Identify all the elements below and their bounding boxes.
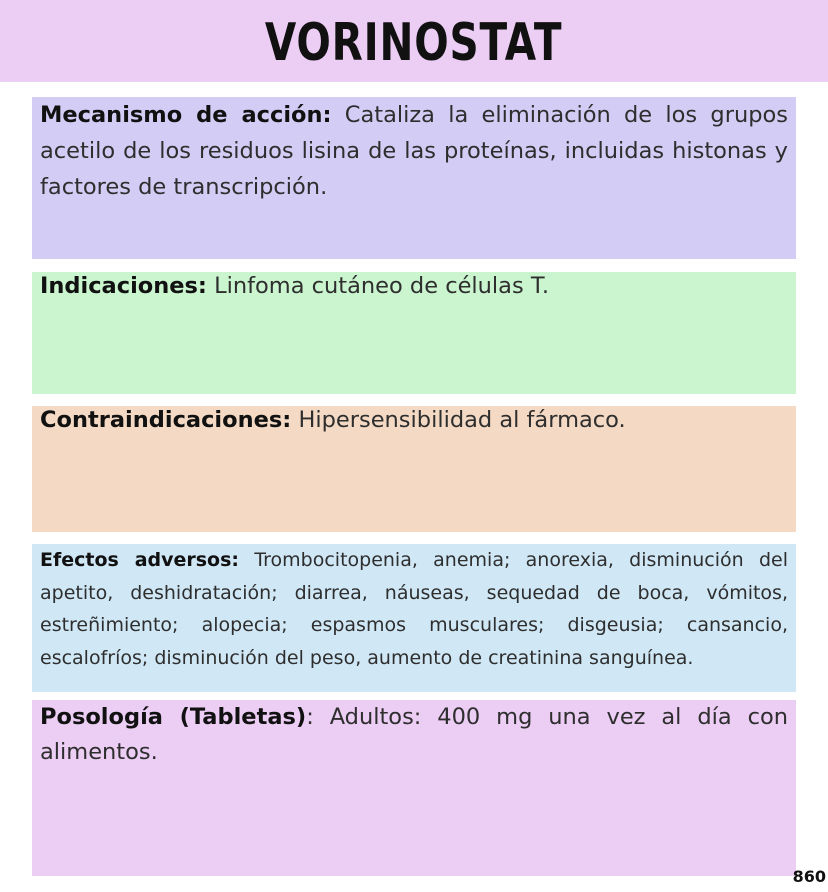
mecanismo-text: Cataliza la eliminación de los grupos acetilo de los residuos lisina de las proteínas, incluidas histonas y factores de transcripción. — [40, 102, 788, 200]
contraindicaciones-label: Contraindicaciones: — [40, 407, 292, 433]
title-banner — [0, 0, 828, 82]
section-mecanismo — [32, 97, 796, 259]
section-indicaciones — [32, 272, 796, 394]
posologia-paragraph — [40, 700, 788, 770]
indicaciones-label: Indicaciones: — [40, 273, 207, 299]
posologia-text: : Adultos: 400 mg una vez al día con alimentos. — [40, 704, 788, 765]
efectos-label: Efectos adversos: — [40, 549, 240, 571]
section-posologia — [32, 700, 796, 876]
efectos-text: Trombocitopenia, anemia; anorexia, disminución del apetito, deshidratación; diarrea, náuseas, sequedad de boca, vómitos, estreñimiento; alopecia; espasmos musculares; disgeusia; cansancio, escalofríos; disminución del peso, aumento de creatinina sanguínea. — [40, 549, 788, 669]
drug-title: VORINOSTAT — [265, 13, 563, 73]
section-contraindicaciones — [32, 406, 796, 532]
contraindicaciones-paragraph — [40, 406, 788, 434]
mecanismo-paragraph — [40, 97, 788, 205]
efectos-paragraph — [40, 544, 788, 674]
indicaciones-text: Linfoma cutáneo de células T. — [214, 273, 550, 299]
section-efectos-adversos — [32, 544, 796, 692]
page-number: 860 — [792, 867, 826, 886]
posologia-label: Posología (Tabletas) — [40, 704, 307, 730]
mecanismo-label: Mecanismo de acción: — [40, 102, 332, 128]
indicaciones-paragraph — [40, 272, 788, 300]
contraindicaciones-text: Hipersensibilidad al fármaco. — [298, 407, 626, 433]
